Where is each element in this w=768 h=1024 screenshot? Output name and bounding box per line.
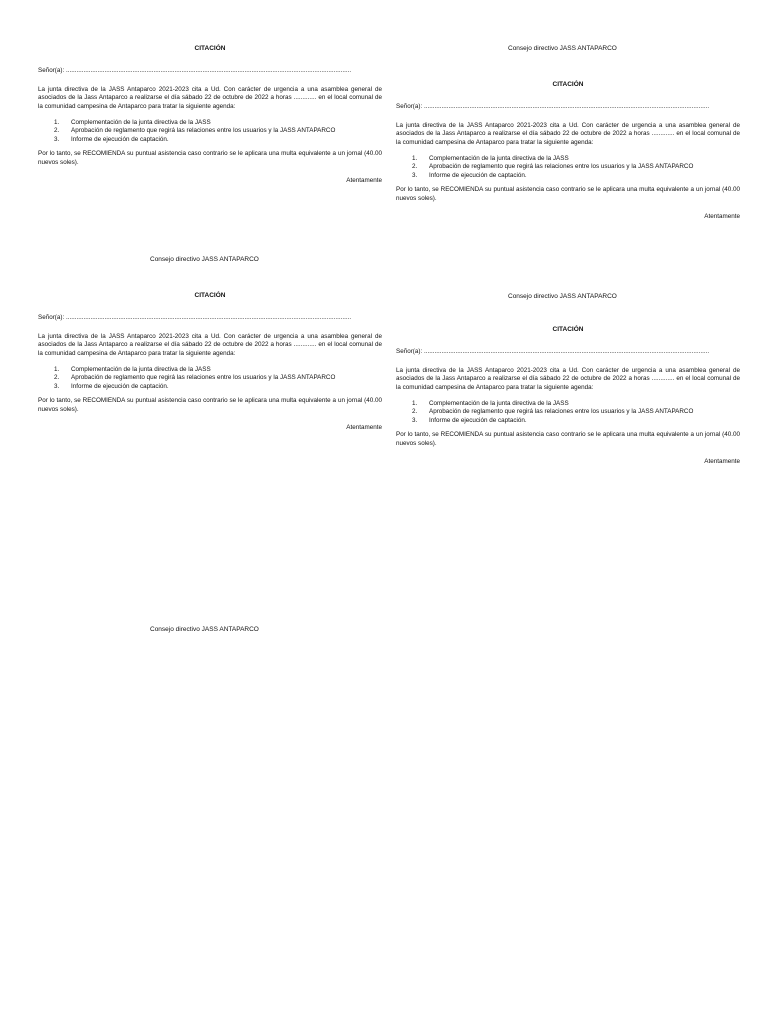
agenda-item: 2. Aprobación de reglamento que regirá las relaciones entre los usuarios y la JASS ANTAPARCO (54, 374, 336, 382)
recipient-line: Señor(a): ................................................................................................................................................................... (396, 103, 710, 111)
citation-body: La junta directiva de la JASS Antaparco 2021-2023 cita a Ud. Con carácter de urgencia a una asamblea general de asociados de la Jass Antaparco a realizarse el día sábado 22 de octubre de 2022 a horas ............. en el local comunal de la comunidad campesina de Antaparco para tratar la siguiente agenda: (396, 121, 740, 146)
council-signature: Consejo directivo JASS ANTAPARCO (150, 256, 259, 263)
recommendation-text: Por lo tanto, se RECOMIENDA su puntual asistencia caso contrario se le aplicara una multa equivalente a un jornal (40.00 nuevos soles). (396, 431, 740, 447)
citation-title: CITACIÓN (552, 81, 584, 88)
council-signature: Consejo directivo JASS ANTAPARCO (508, 45, 617, 52)
agenda-item: 2. Aprobación de reglamento que regirá las relaciones entre los usuarios y la JASS ANTAPARCO (412, 163, 694, 171)
closing-text: Atentamente (346, 177, 382, 185)
recipient-line: Señor(a): ................................................................................................................................................................... (38, 67, 352, 75)
agenda-item: 2. Aprobación de reglamento que regirá las relaciones entre los usuarios y la JASS ANTAPARCO (54, 127, 336, 135)
citation-block (38, 292, 382, 432)
agenda-list (412, 400, 740, 425)
agenda-item: 3. Informe de ejecución de captación. (54, 135, 169, 143)
citation-block (396, 326, 740, 466)
citation-body: La junta directiva de la JASS Antaparco 2021-2023 cita a Ud. Con carácter de urgencia a una asamblea general de asociados de la Jass Antaparco a realizarse el día sábado 22 de octubre de 2022 a horas ............. en el local comunal de la comunidad campesina de Antaparco para tratar la siguiente agenda: (38, 85, 382, 110)
citation-block (38, 45, 382, 185)
agenda-list (54, 366, 382, 391)
council-signature: Consejo directivo JASS ANTAPARCO (508, 293, 617, 300)
recommendation-text: Por lo tanto, se RECOMIENDA su puntual asistencia caso contrario se le aplicara una multa equivalente a un jornal (40.00 nuevos soles). (38, 397, 382, 413)
citation-title: CITACIÓN (194, 45, 226, 52)
agenda-list (54, 119, 382, 144)
agenda-item: 1. Complementación de la junta directiva de la JASS (412, 155, 569, 163)
agenda-item: 2. Aprobación de reglamento que regirá las relaciones entre los usuarios y la JASS ANTAPARCO (412, 408, 694, 416)
agenda-item: 1. Complementación de la junta directiva de la JASS (54, 119, 211, 127)
recommendation-text: Por lo tanto, se RECOMIENDA su puntual asistencia caso contrario se le aplicara una multa equivalente a un jornal (40.00 nuevos soles). (396, 186, 740, 202)
recipient-line: Señor(a): ................................................................................................................................................................... (38, 314, 352, 322)
agenda-list (412, 155, 740, 180)
citation-body: La junta directiva de la JASS Antaparco 2021-2023 cita a Ud. Con carácter de urgencia a una asamblea general de asociados de la Jass Antaparco a realizarse el día sábado 22 de octubre de 2022 a horas ............. en el local comunal de la comunidad campesina de Antaparco para tratar la siguiente agenda: (396, 366, 740, 391)
closing-text: Atentamente (704, 458, 740, 466)
citation-block (396, 81, 740, 221)
citation-title: CITACIÓN (194, 292, 226, 299)
agenda-item: 3. Informe de ejecución de captación. (412, 171, 527, 179)
agenda-item: 3. Informe de ejecución de captación. (412, 416, 527, 424)
closing-text: Atentamente (346, 424, 382, 432)
agenda-item: 1. Complementación de la junta directiva de la JASS (412, 400, 569, 408)
agenda-item: 3. Informe de ejecución de captación. (54, 382, 169, 390)
agenda-item: 1. Complementación de la junta directiva de la JASS (54, 366, 211, 374)
council-signature: Consejo directivo JASS ANTAPARCO (150, 626, 259, 633)
closing-text: Atentamente (704, 213, 740, 221)
recipient-line: Señor(a): ................................................................................................................................................................... (396, 348, 710, 356)
citation-body: La junta directiva de la JASS Antaparco 2021-2023 cita a Ud. Con carácter de urgencia a una asamblea general de asociados de la Jass Antaparco a realizarse el día sábado 22 de octubre de 2022 a horas ............. en el local comunal de la comunidad campesina de Antaparco para tratar la siguiente agenda: (38, 332, 382, 357)
recommendation-text: Por lo tanto, se RECOMIENDA su puntual asistencia caso contrario se le aplicara una multa equivalente a un jornal (40.00 nuevos soles). (38, 150, 382, 166)
citation-title: CITACIÓN (552, 326, 584, 333)
